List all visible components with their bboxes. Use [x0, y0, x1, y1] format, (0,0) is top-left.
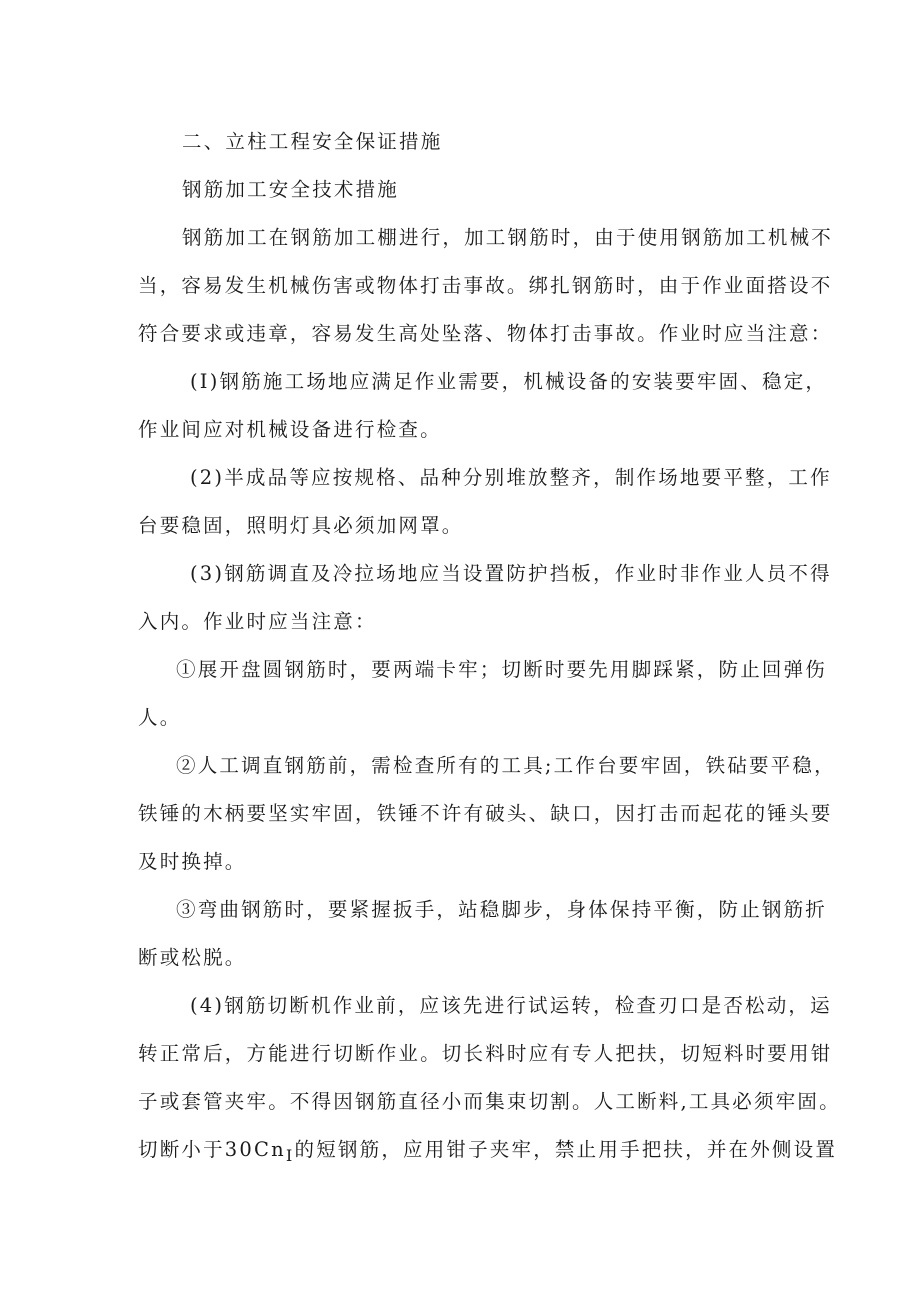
document-body [138, 118, 841, 1180]
paragraph-line: 转正常后，方能进行切断作业。切长料时应有专人把扶，切短料时要用钳 [138, 1042, 833, 1065]
paragraph-line: ①展开盘圆钢筋时，要两端卡牢；切断时要先用脚踩紧，防止回弹伤 [176, 658, 828, 681]
paragraph-item-4 [138, 982, 841, 1180]
paragraph-line: ③弯曲钢筋时，要紧握扳手，站稳脚步，身体保持平衡，防止钢筋折 [176, 898, 828, 921]
paragraph-line: 铁锤的木柄要坚实牢固，铁锤不许有破头、缺口，因打击而起花的锤头要 [138, 802, 833, 825]
paragraph-line: 子或套管夹牢。不得因钢筋直径小而集束切割。人工断料,工具必须牢固。 [138, 1090, 841, 1113]
paragraph-line-with-subscript: 切断小于$30Cn_I$的短钢筋，应用钳子夹牢，禁止用手把扶，并在外侧设置 [138, 1138, 838, 1165]
paragraph-line: 作业间应对机械设备进行检查。 [138, 418, 442, 441]
paragraph-line: (3)钢筋调直及冷拉场地应当设置防护挡板，作业时非作业人员不得 [190, 562, 832, 585]
paragraph-line: 钢筋加工在钢筋加工棚进行，加工钢筋时，由于使用钢筋加工机械不 [182, 226, 834, 249]
subscript-marker: I [285, 1145, 295, 1165]
paragraph-item-2 [138, 454, 832, 550]
subsection-heading [138, 166, 798, 214]
paragraph-subitem-3 [138, 886, 828, 982]
paragraph-line: (I)钢筋施工场地应满足作业需要，机械设备的安装要牢固、稳定， [190, 370, 828, 393]
subheading-line: 钢筋加工安全技术措施 [182, 178, 400, 201]
paragraph-line: 人。 [138, 706, 182, 729]
paragraph-subitem-1 [138, 646, 828, 742]
paragraph-item-1 [138, 358, 828, 454]
paragraph-subitem-2 [138, 742, 836, 886]
paragraph-line: (2)半成品等应按规格、品种分别堆放整齐，制作场地要平整，工作 [190, 466, 832, 489]
paragraph-line: 符合要求或违章，容易发生高处坠落、物体打击事故。作业时应当注意： [138, 322, 833, 345]
section-heading [138, 118, 798, 166]
paragraph-line: 当，容易发生机械伤害或物体打击事故。绑扎钢筋时，由于作业面搭设不 [138, 274, 833, 297]
paragraph-line: ②人工调直钢筋前，需检查所有的工具;工作台要牢固，铁砧要平稳， [176, 754, 836, 777]
paragraph-item-3 [138, 550, 832, 646]
paragraph-line: 断或松脱。 [138, 946, 247, 969]
paragraph-line: 入内。作业时应当注意： [138, 610, 377, 633]
paragraph-line: 及时换掉。 [138, 850, 247, 873]
paragraph-intro [138, 214, 834, 358]
paragraph-line: 台要稳固，照明灯具必须加网罩。 [138, 514, 464, 537]
paragraph-line: (4)钢筋切断机作业前，应该先进行试运转，检查刃口是否松动，运 [190, 994, 832, 1017]
heading-line: 二、立柱工程安全保证措施 [182, 130, 443, 153]
